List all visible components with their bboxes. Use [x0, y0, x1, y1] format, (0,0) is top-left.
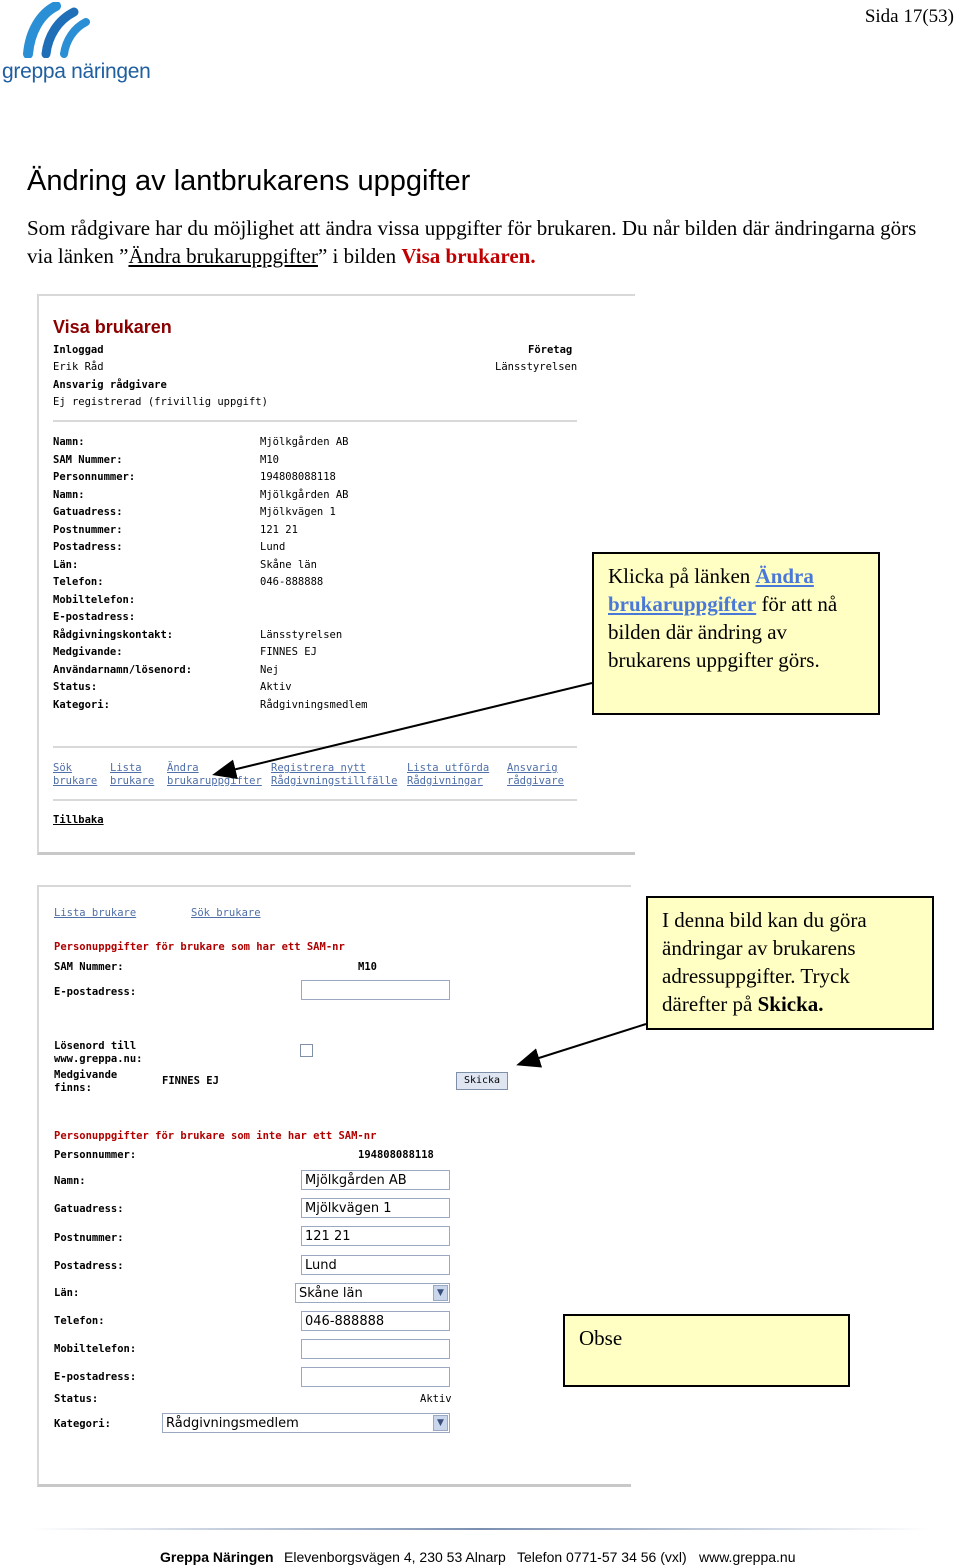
consent-label-1: Medgivande: [54, 1069, 118, 1081]
field-value: M10: [260, 453, 279, 466]
county-select-value: Skåne län: [299, 1286, 363, 1301]
field-label: Postadress:: [53, 541, 123, 553]
mobile-label: Mobiltelefon:: [54, 1343, 137, 1355]
callout2-text: I denna bild kan du göra ändringar av brukarens adressuppgifter. Tryck därefter på: [662, 908, 867, 1016]
intro-text-2: ” i bilden: [317, 244, 402, 268]
status-label: Status:: [54, 1393, 99, 1405]
pnr-value: 194808088118: [358, 1149, 434, 1161]
email-label: E-postadress:: [54, 986, 137, 998]
password-label-2: www.greppa.nu:: [54, 1053, 143, 1065]
phone-field[interactable]: 046-888888: [301, 1311, 450, 1331]
sam-label: SAM Nummer:: [54, 961, 124, 973]
back-link[interactable]: Tillbaka: [53, 814, 104, 826]
zip-label: Postnummer:: [54, 1232, 124, 1244]
field-value: 046-888888: [260, 576, 324, 588]
field-label: Gatuadress:: [53, 506, 123, 518]
field-label: Namn:: [53, 488, 85, 501]
login-user: Erik Råd: [53, 361, 104, 373]
callout2-bold: Skicka.: [757, 992, 824, 1016]
callout1-text1: Klicka på länken: [608, 564, 756, 588]
action-link-line1: Lista: [110, 762, 142, 774]
field-value: Mjölkgården AB: [260, 488, 349, 501]
field-label: Medgivande:: [53, 646, 123, 658]
consent-label-2: finns:: [54, 1082, 92, 1094]
phone-label: Telefon:: [54, 1315, 105, 1327]
pnr-label: Personnummer:: [54, 1149, 137, 1161]
action-link-line1: Registrera nytt: [271, 762, 366, 774]
action-link-line2: rådgivare: [507, 775, 564, 787]
company-value: Länsstyrelsen: [495, 361, 578, 373]
street-field[interactable]: Mjölkvägen 1: [301, 1198, 450, 1218]
footer-divider: [30, 1528, 930, 1530]
intro-view-name: Visa brukaren: [401, 244, 531, 268]
arrow-to-submit: [520, 1024, 646, 1064]
action-link-line2: brukare: [110, 775, 155, 787]
consent-value: FINNES EJ: [162, 1075, 219, 1087]
callout1-text2: för att nå bilden där ändring av brukarens uppgifter görs.: [608, 592, 838, 672]
chevron-down-icon[interactable]: ▼: [433, 1285, 448, 1301]
section-nosam-title: Personuppgifter för brukare som inte har ett SAM-nr: [54, 1130, 377, 1142]
page-title: Ändring av lantbrukarens uppgifter: [27, 165, 471, 197]
action-link-line2: brukaruppgifter: [167, 775, 262, 787]
email2-label: E-postadress:: [54, 1371, 137, 1383]
name-field[interactable]: Mjölkgården AB: [301, 1170, 450, 1190]
arrow-to-edit-link: [216, 683, 592, 774]
intro-text-1: Som rådgivare har du möjlighet att ändra vissa uppgifter för brukaren. Du når bilden där ändringarna görs via länken ”: [27, 216, 917, 268]
login-label: Inloggad: [53, 344, 104, 356]
field-label: Mobiltelefon:: [53, 593, 136, 606]
link-search-users[interactable]: Sök brukare: [191, 907, 261, 919]
county-label: Län:: [54, 1287, 80, 1299]
link-list-users[interactable]: Lista brukare: [54, 907, 137, 919]
footer-org: Greppa Näringen: [160, 1549, 274, 1565]
view-user-title: Visa brukaren: [53, 317, 172, 337]
category-select-value: Rådgivningsmedlem: [166, 1416, 299, 1431]
field-label: Telefon:: [53, 576, 104, 588]
page-number: Sida 17(53): [864, 6, 954, 27]
action-link-line1: Ansvarig: [507, 762, 558, 774]
street-label: Gatuadress:: [54, 1203, 124, 1215]
name-label: Namn:: [54, 1175, 86, 1187]
field-value: FINNES EJ: [260, 646, 317, 658]
company-label: Företag: [528, 344, 573, 356]
field-label: Användarnamn/lösenord:: [53, 663, 193, 676]
callout3-text: Obse: [579, 1326, 623, 1350]
field-value: Aktiv: [260, 681, 292, 693]
callout1-link[interactable]: Ändra brukaruppgifter: [608, 564, 814, 616]
city-label: Postadress:: [54, 1260, 124, 1272]
field-value: 121 21: [260, 523, 298, 536]
field-value: 194808088118: [260, 471, 336, 483]
field-value: Rådgivningsmedlem: [260, 698, 368, 711]
advisor-value: Ej registrerad (frivillig uppgift): [53, 396, 268, 408]
field-label: SAM Nummer:: [53, 453, 123, 466]
status-value: Aktiv: [420, 1393, 452, 1405]
section-sam-title: Personuppgifter för brukare som har ett SAM-nr: [54, 941, 345, 953]
category-label: Kategori:: [54, 1418, 111, 1430]
field-label: Personnummer:: [53, 471, 136, 483]
action-link-line1: Lista utförda: [407, 762, 490, 774]
footer-web[interactable]: www.greppa.nu: [699, 1549, 796, 1565]
action-link-line2: Rådgivningar: [407, 775, 483, 787]
field-value: Skåne län: [260, 558, 317, 571]
field-label: Status:: [53, 681, 98, 693]
field-value: Lund: [260, 541, 286, 553]
footer-address: Elevenborgsvägen 4, 230 53 Alnarp: [284, 1549, 506, 1565]
submit-button[interactable]: Skicka: [456, 1072, 508, 1090]
zip-field[interactable]: 121 21: [301, 1226, 450, 1246]
action-link-line2: Rådgivningstillfälle: [271, 775, 398, 787]
field-label: Kategori:: [53, 698, 110, 711]
field-value: Mjölkgården AB: [260, 436, 349, 448]
field-label: Postnummer:: [53, 523, 123, 536]
logo-text: greppa näringen: [2, 60, 151, 83]
field-value: Nej: [260, 663, 279, 676]
field-label: Län:: [53, 558, 79, 571]
field-label: Rådgivningskontakt:: [53, 628, 174, 641]
field-value: Länsstyrelsen: [260, 628, 343, 641]
action-link-line1: Sök: [53, 762, 72, 774]
action-link-line2: brukare: [53, 775, 98, 787]
field-label: Namn:: [53, 436, 85, 448]
field-value: Mjölkvägen 1: [260, 506, 336, 518]
action-link-line1: Ändra: [167, 762, 199, 774]
intro-end: .: [530, 244, 536, 268]
intro-link-edit-user[interactable]: Ändra brukaruppgifter: [128, 244, 318, 268]
password-label-1: Lösenord till: [54, 1040, 137, 1052]
field-label: E-postadress:: [53, 611, 136, 623]
advisor-label: Ansvarig rådgivare: [53, 379, 167, 391]
city-field[interactable]: Lund: [301, 1255, 450, 1275]
chevron-down-icon[interactable]: ▼: [433, 1415, 448, 1431]
footer-phone: Telefon 0771-57 34 56 (vxl): [517, 1549, 687, 1565]
sam-value: M10: [358, 961, 377, 973]
